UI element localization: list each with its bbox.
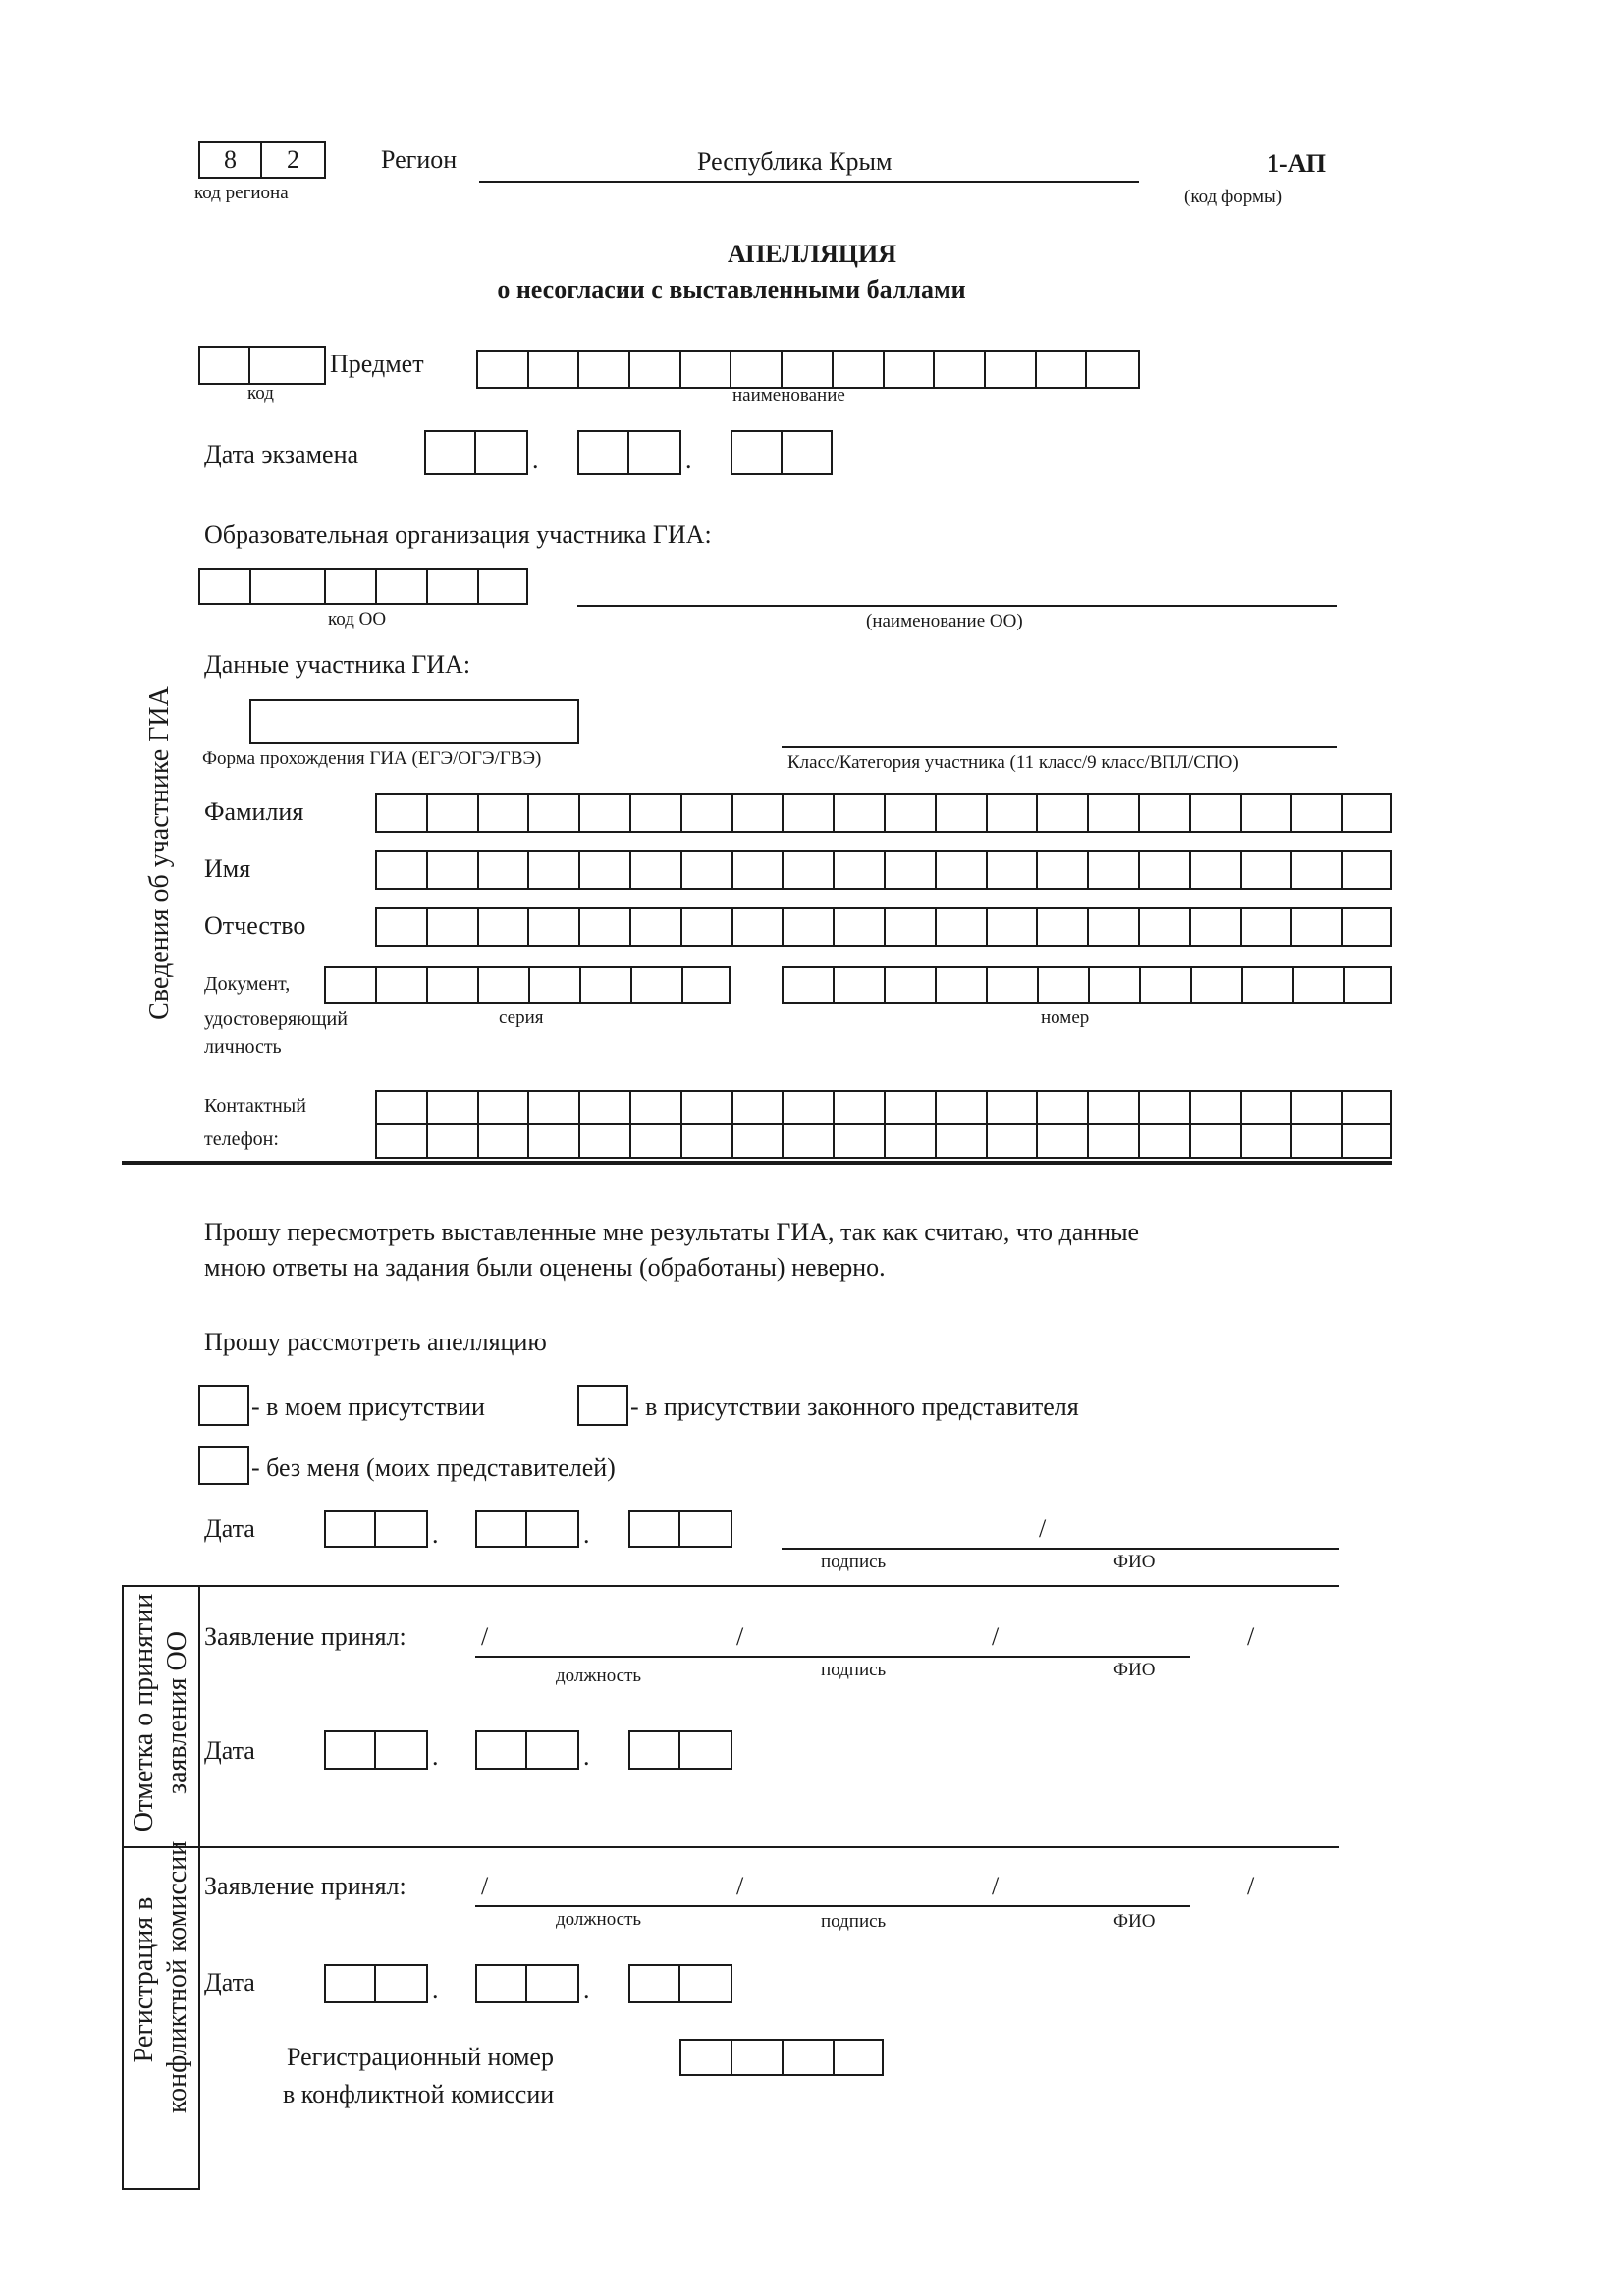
oo-date-month[interactable]	[475, 1730, 579, 1770]
commission-section-title-line2: конфликтной комиссии	[162, 1840, 192, 2113]
org-name-line	[577, 605, 1337, 607]
commission-fio-label: ФИО	[1113, 1911, 1156, 1932]
commission-position-label: должность	[556, 1909, 642, 1930]
form-code: 1-АП	[1267, 149, 1326, 178]
grid-cell[interactable]	[1089, 795, 1140, 831]
subject-code-label: код	[247, 383, 274, 404]
exam-date-year[interactable]	[731, 430, 833, 475]
grid-cell[interactable]	[250, 348, 324, 383]
grid-cell[interactable]	[733, 852, 785, 888]
grid-cell[interactable]	[784, 2041, 835, 2074]
subject-label: Предмет	[330, 350, 424, 378]
grid-cell[interactable]	[885, 352, 936, 387]
grid-cell[interactable]	[733, 1125, 785, 1157]
oo-accepted-label: Заявление принял:	[204, 1622, 406, 1651]
grid-cell[interactable]	[682, 795, 733, 831]
grid-cell[interactable]	[937, 795, 988, 831]
participant-section-divider	[122, 1161, 1392, 1165]
grid-cell[interactable]	[377, 852, 428, 888]
grid-cell[interactable]	[1343, 1125, 1390, 1157]
grid-cell[interactable]	[1292, 1125, 1343, 1157]
oo-section-top	[122, 1585, 1339, 1587]
grid-cell[interactable]	[477, 1732, 527, 1768]
grid-cell[interactable]	[937, 1092, 988, 1123]
grid-cell[interactable]	[476, 432, 526, 473]
grid-cell[interactable]	[1292, 795, 1343, 831]
phone-label-line2: телефон:	[204, 1128, 279, 1150]
grid-cell[interactable]	[1242, 909, 1293, 945]
grid-cell[interactable]	[1087, 352, 1138, 387]
exam-date-label: Дата экзамена	[204, 440, 359, 468]
grid-cell[interactable]	[631, 795, 682, 831]
grid-cell[interactable]	[479, 968, 530, 1002]
grid-cell[interactable]	[479, 795, 530, 831]
grid-cell[interactable]	[1343, 852, 1390, 888]
org-code-grid[interactable]	[198, 568, 528, 605]
grid-cell[interactable]	[428, 570, 479, 603]
grid-cell[interactable]	[631, 852, 682, 888]
grid-cell[interactable]	[630, 1966, 680, 2001]
grid-cell[interactable]	[733, 795, 785, 831]
grid-cell[interactable]	[835, 909, 886, 945]
request-date-label: Дата	[204, 1514, 255, 1543]
grid-cell[interactable]	[530, 968, 581, 1002]
region-value: Республика Крым	[697, 147, 893, 176]
signature-slash: /	[1039, 1514, 1047, 1543]
oo-slash-4: /	[1247, 1622, 1255, 1651]
grid-cell[interactable]	[1038, 1125, 1089, 1157]
surname-label: Фамилия	[204, 797, 304, 826]
oo-slash-3: /	[992, 1622, 1000, 1651]
grid-cell[interactable]	[200, 348, 250, 383]
grid-cell[interactable]	[988, 909, 1039, 945]
grid-cell[interactable]	[1343, 909, 1390, 945]
grid-cell[interactable]	[1191, 909, 1242, 945]
grid-cell[interactable]	[784, 1125, 835, 1157]
exam-date-month[interactable]	[577, 430, 681, 475]
grid-cell[interactable]	[477, 1966, 527, 2001]
doc-series-grid[interactable]	[324, 966, 731, 1004]
grid-cell[interactable]	[680, 1732, 731, 1768]
grid-cell[interactable]	[1141, 968, 1192, 1002]
doc-series-label: серия	[499, 1008, 544, 1028]
in-presence-checkbox[interactable]	[198, 1385, 249, 1426]
grid-cell[interactable]	[580, 1092, 631, 1123]
grid-cell[interactable]	[1038, 909, 1089, 945]
grid-cell[interactable]	[377, 795, 428, 831]
grid-cell[interactable]	[428, 909, 479, 945]
subject-name-label: наименование	[732, 385, 845, 406]
date-separator: .	[583, 1976, 590, 2004]
region-label: Регион	[381, 145, 458, 174]
grid-cell[interactable]	[527, 1512, 577, 1546]
grid-cell[interactable]	[988, 1125, 1039, 1157]
grid-cell[interactable]	[377, 968, 428, 1002]
region-underline	[479, 181, 1139, 183]
grid-cell[interactable]	[784, 852, 835, 888]
grid-cell[interactable]	[1140, 909, 1191, 945]
region-code-box[interactable]	[198, 141, 326, 179]
grid-cell[interactable]	[988, 1092, 1039, 1123]
grid-cell[interactable]	[1292, 1092, 1343, 1123]
doc-label-line3: личность	[204, 1036, 282, 1058]
grid-cell[interactable]	[937, 1125, 988, 1157]
patronymic-label: Отчество	[204, 911, 306, 940]
commission-date-day[interactable]	[324, 1964, 428, 2003]
grid-cell[interactable]	[479, 570, 526, 603]
oo-section-title-line1: Отметка о принятии	[129, 1593, 159, 1832]
doc-number-grid[interactable]	[782, 966, 1392, 1004]
page-subtitle: о несогласии с выставленными баллами	[497, 275, 966, 303]
grid-cell[interactable]	[1039, 968, 1090, 1002]
grid-cell[interactable]	[376, 1732, 426, 1768]
grid-cell[interactable]	[580, 852, 631, 888]
request-text-line2: мною ответы на задания были оценены (обработаны) неверно.	[204, 1253, 886, 1282]
grid-cell[interactable]	[1089, 1092, 1140, 1123]
date-separator: .	[583, 1742, 590, 1771]
grid-cell[interactable]	[377, 1125, 428, 1157]
request-text-line1: Прошу пересмотреть выставленные мне результаты ГИА, так как считаю, что данные	[204, 1218, 1140, 1246]
grid-cell[interactable]	[527, 1966, 577, 2001]
grid-cell[interactable]	[1140, 1125, 1191, 1157]
grid-cell[interactable]	[428, 852, 479, 888]
grid-cell[interactable]	[1242, 795, 1293, 831]
grid-cell[interactable]	[937, 968, 988, 1002]
grid-cell[interactable]	[326, 570, 377, 603]
oo-section-left-border	[122, 1585, 124, 2190]
date-separator: .	[432, 1976, 439, 2004]
grid-cell[interactable]	[835, 795, 886, 831]
name-grid[interactable]	[375, 850, 1392, 890]
oo-section-inner-border	[198, 1585, 200, 2190]
grid-cell[interactable]	[326, 968, 377, 1002]
grid-cell[interactable]	[377, 909, 428, 945]
grid-cell[interactable]	[579, 352, 630, 387]
grid-cell[interactable]	[681, 2041, 732, 2074]
reg-number-grid[interactable]	[679, 2039, 884, 2076]
date-separator: .	[583, 1520, 590, 1549]
grid-cell[interactable]	[1140, 795, 1191, 831]
grid-cell[interactable]	[377, 570, 428, 603]
grid-cell[interactable]	[784, 1092, 835, 1123]
commission-signature-label: подпись	[821, 1911, 887, 1932]
date-separator: .	[432, 1742, 439, 1771]
oo-position-label: должность	[556, 1666, 642, 1686]
grid-cell[interactable]	[529, 852, 580, 888]
commission-slash-2: /	[736, 1872, 744, 1900]
grid-cell[interactable]	[1242, 1092, 1293, 1123]
doc-label-line2: удостоверяющий	[204, 1009, 348, 1030]
grid-cell[interactable]	[326, 1512, 376, 1546]
commission-slash-3: /	[992, 1872, 1000, 1900]
grid-cell[interactable]	[581, 968, 632, 1002]
grid-cell[interactable]	[1343, 1092, 1390, 1123]
grid-cell[interactable]	[683, 968, 729, 1002]
org-label: Образовательная организация участника ГИА:	[204, 520, 712, 549]
grid-cell[interactable]	[631, 1092, 682, 1123]
grid-cell[interactable]	[783, 432, 831, 473]
participant-section-title: Сведения об участнике ГИА	[144, 686, 175, 1020]
grid-cell[interactable]	[631, 909, 682, 945]
subject-name-grid[interactable]	[476, 350, 1140, 389]
grid-cell[interactable]	[1191, 852, 1242, 888]
without-me-label: - без меня (моих представителей)	[251, 1453, 616, 1482]
representative-label: - в присутствии законного представителя	[630, 1393, 1079, 1421]
grid-cell[interactable]	[682, 1125, 733, 1157]
consider-label: Прошу рассмотреть апелляцию	[204, 1328, 547, 1356]
grid-cell[interactable]	[529, 795, 580, 831]
grid-cell[interactable]	[937, 909, 988, 945]
grid-cell[interactable]	[731, 352, 783, 387]
phone-grid-row2[interactable]	[375, 1123, 1392, 1159]
surname-grid[interactable]	[375, 793, 1392, 833]
grid-cell[interactable]	[986, 352, 1037, 387]
commission-accepted-line	[475, 1905, 1190, 1907]
grid-cell[interactable]	[426, 432, 476, 473]
grid-cell[interactable]	[529, 1092, 580, 1123]
participation-form-box[interactable]	[249, 699, 579, 744]
grid-cell[interactable]	[733, 909, 785, 945]
grid-cell[interactable]	[479, 852, 530, 888]
grid-cell[interactable]	[680, 1966, 731, 2001]
reg-number-label-line2: в конфликтной комиссии	[283, 2080, 555, 2108]
oo-date-day[interactable]	[324, 1730, 428, 1770]
region-code-label: код региона	[194, 183, 289, 203]
grid-cell[interactable]	[629, 432, 679, 473]
commission-date-month[interactable]	[475, 1964, 579, 2003]
commission-accepted-label: Заявление принял:	[204, 1872, 406, 1900]
grid-cell[interactable]	[1090, 968, 1141, 1002]
participation-form-label: Форма прохождения ГИА (ЕГЭ/ОГЭ/ГВЭ)	[202, 748, 542, 769]
grid-cell[interactable]	[680, 1512, 731, 1546]
grid-cell[interactable]	[1140, 852, 1191, 888]
grid-cell[interactable]	[937, 852, 988, 888]
without-me-checkbox[interactable]	[198, 1446, 249, 1485]
grid-cell[interactable]	[1191, 795, 1242, 831]
request-date-year[interactable]	[628, 1510, 732, 1548]
doc-number-label: номер	[1041, 1008, 1090, 1028]
grid-cell[interactable]	[682, 909, 733, 945]
participant-label: Данные участника ГИА:	[204, 650, 471, 679]
grid-cell[interactable]	[376, 1966, 426, 2001]
oo-slash-2: /	[736, 1622, 744, 1651]
grid-cell[interactable]	[784, 795, 835, 831]
grid-cell[interactable]	[200, 570, 251, 603]
grid-cell[interactable]	[682, 852, 733, 888]
grid-cell[interactable]	[835, 2041, 882, 2074]
patronymic-grid[interactable]	[375, 907, 1392, 947]
oo-accepted-line	[475, 1656, 1190, 1658]
grid-cell[interactable]	[326, 1966, 376, 2001]
commission-date-label: Дата	[204, 1968, 255, 1996]
form-code-label: (код формы)	[1184, 187, 1283, 207]
grid-cell[interactable]	[783, 352, 834, 387]
grid-cell[interactable]	[1089, 1125, 1140, 1157]
grid-cell[interactable]	[835, 968, 886, 1002]
oo-signature-label: подпись	[821, 1660, 887, 1680]
grid-cell[interactable]	[428, 1125, 479, 1157]
grid-cell[interactable]	[835, 852, 886, 888]
grid-cell[interactable]	[935, 352, 986, 387]
grid-cell[interactable]	[886, 1125, 937, 1157]
region-digit-1: 8	[200, 143, 262, 177]
representative-checkbox[interactable]	[577, 1385, 628, 1426]
oo-slash-1: /	[481, 1622, 489, 1651]
grid-cell[interactable]	[732, 2041, 784, 2074]
oo-date-label: Дата	[204, 1736, 255, 1765]
grid-cell[interactable]	[1294, 968, 1345, 1002]
grid-cell[interactable]	[1089, 852, 1140, 888]
class-line	[782, 746, 1337, 748]
grid-cell[interactable]	[428, 968, 479, 1002]
phone-label-line1: Контактный	[204, 1095, 306, 1117]
grid-cell[interactable]	[886, 968, 937, 1002]
grid-cell[interactable]	[580, 1125, 631, 1157]
region-digit-2: 2	[287, 145, 299, 174]
grid-cell[interactable]	[1038, 795, 1089, 831]
grid-cell[interactable]	[529, 352, 580, 387]
doc-label-line1: Документ,	[204, 973, 291, 995]
grid-cell[interactable]	[1292, 852, 1343, 888]
grid-cell[interactable]	[479, 1092, 530, 1123]
oo-section-title-line2: заявления ОО	[162, 1631, 192, 1794]
grid-cell[interactable]	[1343, 795, 1390, 831]
grid-cell[interactable]	[886, 1092, 937, 1123]
oo-fio-label: ФИО	[1113, 1660, 1156, 1680]
org-name-label: (наименование ОО)	[866, 611, 1023, 631]
grid-cell[interactable]	[1038, 852, 1089, 888]
commission-section-bottom	[122, 2188, 200, 2190]
request-signature-line	[782, 1548, 1339, 1550]
request-date-day[interactable]	[324, 1510, 428, 1548]
grid-cell[interactable]	[733, 1092, 785, 1123]
grid-cell[interactable]	[732, 432, 783, 473]
request-date-month[interactable]	[475, 1510, 579, 1548]
commission-slash-4: /	[1247, 1872, 1255, 1900]
grid-cell[interactable]	[681, 352, 732, 387]
grid-cell[interactable]	[479, 1125, 530, 1157]
grid-cell[interactable]	[630, 352, 681, 387]
grid-cell[interactable]	[630, 1732, 680, 1768]
org-code-label: код ОО	[328, 609, 387, 629]
commission-section-top	[122, 1846, 1339, 1848]
grid-cell[interactable]	[579, 432, 629, 473]
grid-cell[interactable]	[1243, 968, 1294, 1002]
phone-grid-row1[interactable]	[375, 1090, 1392, 1125]
grid-cell[interactable]	[529, 909, 580, 945]
oo-date-year[interactable]	[628, 1730, 732, 1770]
name-label: Имя	[204, 854, 251, 883]
date-separator: .	[685, 446, 692, 474]
reg-number-label-line1: Регистрационный номер	[287, 2043, 554, 2071]
exam-date-day[interactable]	[424, 430, 528, 475]
grid-cell[interactable]	[1038, 1092, 1089, 1123]
grid-cell[interactable]	[632, 968, 683, 1002]
grid-cell[interactable]	[1191, 1092, 1242, 1123]
grid-cell[interactable]	[580, 909, 631, 945]
grid-cell[interactable]	[1345, 968, 1390, 1002]
grid-cell[interactable]	[1089, 909, 1140, 945]
grid-cell[interactable]	[835, 1125, 886, 1157]
grid-cell[interactable]	[988, 852, 1039, 888]
grid-cell[interactable]	[886, 909, 937, 945]
date-separator: .	[432, 1520, 439, 1549]
grid-cell[interactable]	[1140, 1092, 1191, 1123]
grid-cell[interactable]	[1292, 909, 1343, 945]
request-fio-label: ФИО	[1113, 1552, 1156, 1572]
grid-cell[interactable]	[529, 1125, 580, 1157]
date-separator: .	[532, 446, 539, 474]
grid-cell[interactable]	[1242, 1125, 1293, 1157]
grid-cell[interactable]	[988, 968, 1039, 1002]
grid-cell[interactable]	[428, 1092, 479, 1123]
grid-cell[interactable]	[377, 1092, 428, 1123]
grid-cell[interactable]	[251, 570, 326, 603]
grid-cell[interactable]	[886, 795, 937, 831]
grid-cell[interactable]	[1191, 1125, 1242, 1157]
commission-section-title-line1: Регистрация в	[129, 1896, 159, 2063]
grid-cell[interactable]	[326, 1732, 376, 1768]
grid-cell[interactable]	[478, 352, 529, 387]
grid-cell[interactable]	[527, 1732, 577, 1768]
grid-cell[interactable]	[1192, 968, 1243, 1002]
commission-slash-1: /	[481, 1872, 489, 1900]
grid-cell[interactable]	[886, 852, 937, 888]
grid-cell[interactable]	[784, 968, 835, 1002]
grid-cell[interactable]	[682, 1092, 733, 1123]
grid-cell[interactable]	[630, 1512, 680, 1546]
request-signature-label: подпись	[821, 1552, 887, 1572]
grid-cell[interactable]	[988, 795, 1039, 831]
grid-cell[interactable]	[376, 1512, 426, 1546]
page-title: АПЕЛЛЯЦИЯ	[727, 240, 897, 268]
commission-date-year[interactable]	[628, 1964, 732, 2003]
grid-cell[interactable]	[834, 352, 885, 387]
grid-cell[interactable]	[784, 909, 835, 945]
grid-cell[interactable]	[479, 909, 530, 945]
grid-cell[interactable]	[631, 1125, 682, 1157]
grid-cell[interactable]	[835, 1092, 886, 1123]
grid-cell[interactable]	[1242, 852, 1293, 888]
grid-cell[interactable]	[477, 1512, 527, 1546]
grid-cell[interactable]	[580, 795, 631, 831]
in-presence-label: - в моем присутствии	[251, 1393, 485, 1421]
grid-cell[interactable]	[1037, 352, 1088, 387]
grid-cell[interactable]	[428, 795, 479, 831]
class-label: Класс/Категория участника (11 класс/9 класс/ВПЛ/СПО)	[787, 752, 1239, 773]
subject-code-grid[interactable]	[198, 346, 326, 385]
